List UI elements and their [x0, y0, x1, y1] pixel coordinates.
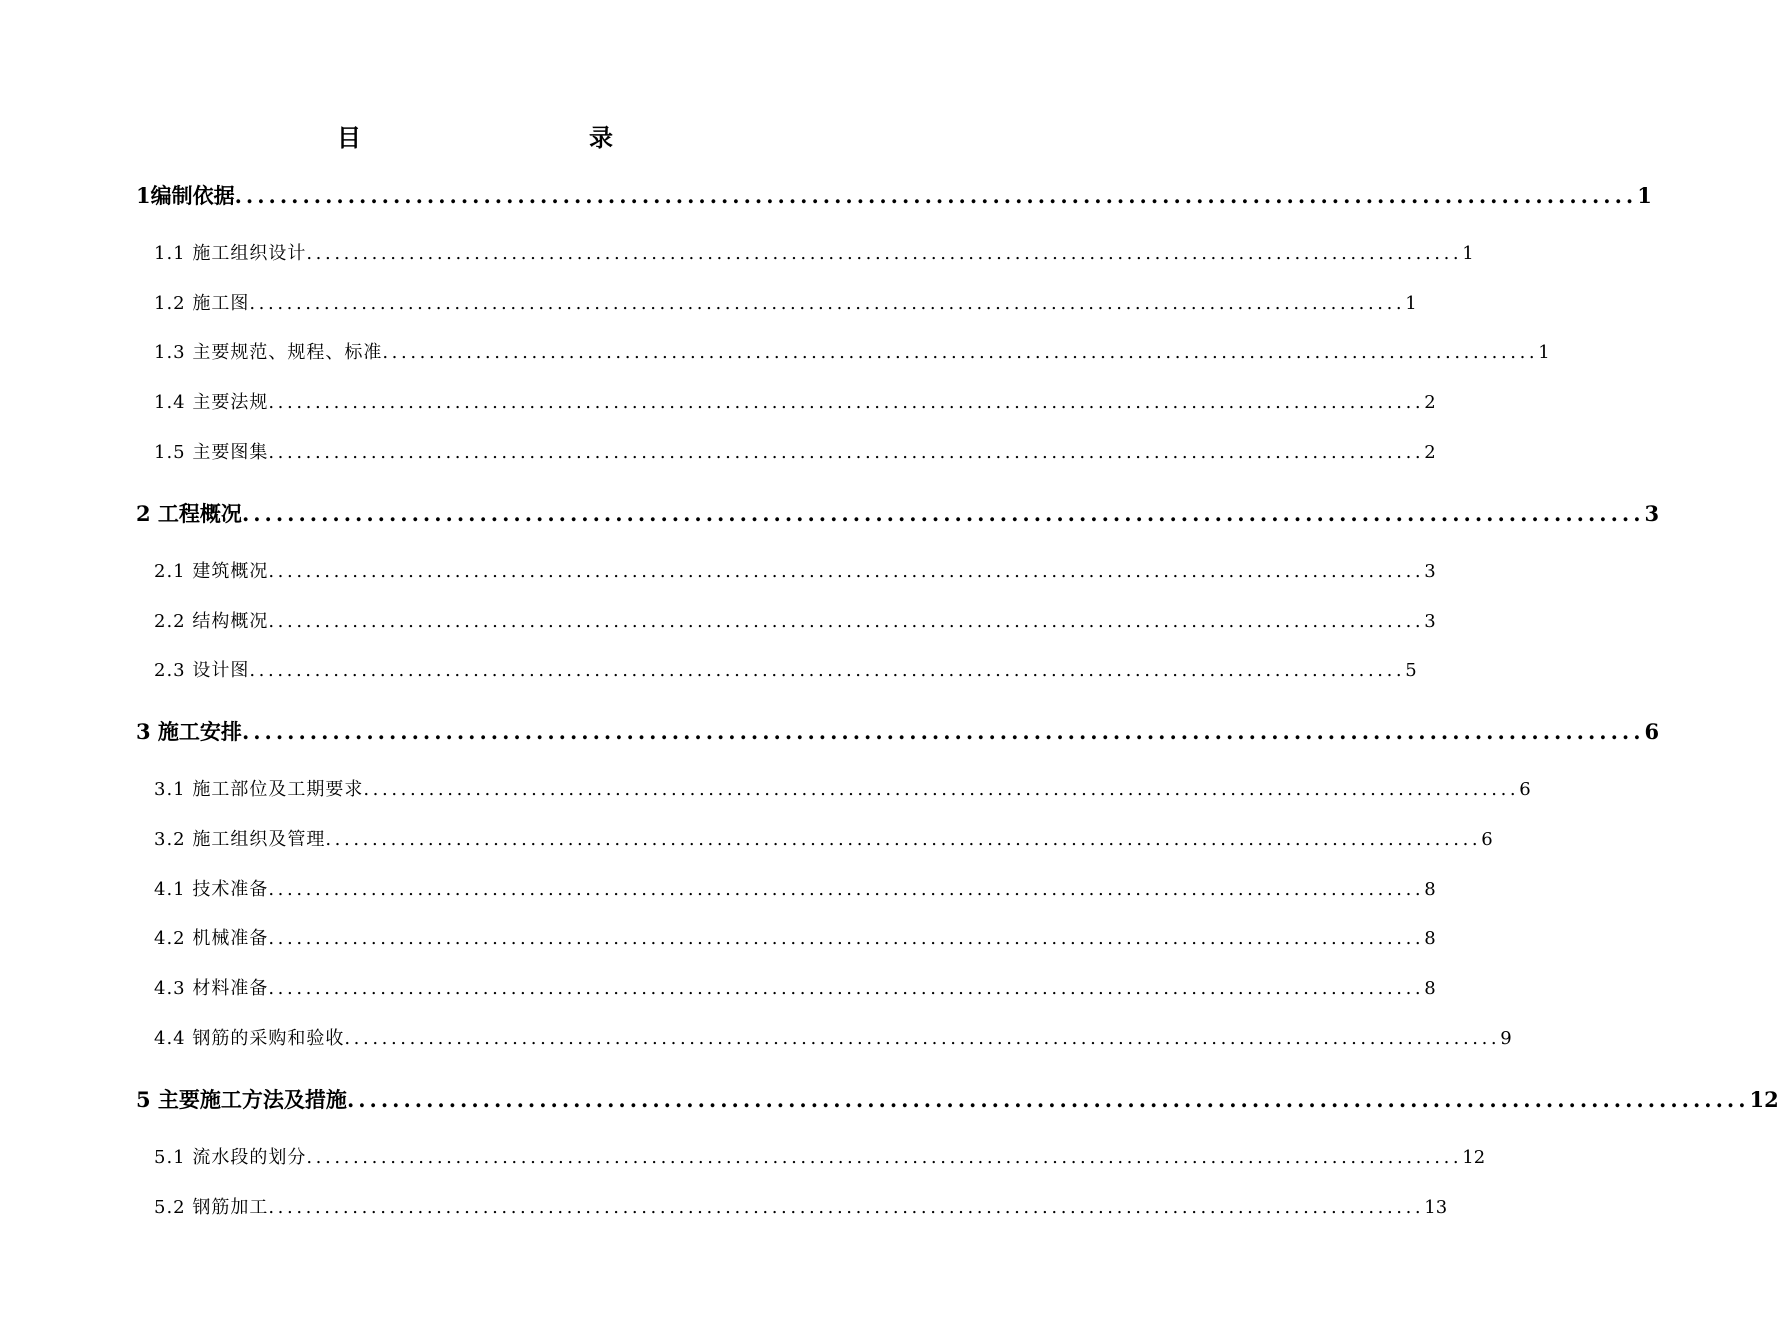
toc-entry-label: 1编制依据 [136, 183, 235, 208]
toc-page-number: 2 [1424, 442, 1436, 463]
toc-entry-label: 4.3 材料准备 [154, 978, 269, 999]
toc-title: 目 录 [337, 123, 673, 152]
toc-page-number: 12 [1462, 1147, 1486, 1168]
toc-page-number: 1 [1637, 183, 1652, 208]
toc-entry-1-4[interactable] [154, 390, 1436, 416]
dot-leader: ............................................................................................................................ [249, 660, 1406, 681]
toc-entry-label: 3.1 施工部位及工期要求 [154, 779, 364, 800]
dot-leader: ............................................................................................................................ [241, 501, 1645, 526]
toc-entry-5[interactable] [136, 1085, 1779, 1115]
toc-entry-label: 4.1 技术准备 [154, 879, 269, 900]
toc-entry-label: 1.2 施工图 [154, 293, 250, 314]
toc-page-number: 8 [1424, 879, 1436, 900]
toc-entry-3-2[interactable] [154, 827, 1493, 853]
toc-entry-2-1[interactable] [154, 559, 1436, 585]
dot-leader: ............................................................................................................................ [363, 779, 1520, 800]
dot-leader: ............................................................................................................................ [268, 879, 1425, 900]
toc-entry-4-3[interactable] [154, 976, 1436, 1002]
dot-leader: ............................................................................................................................ [382, 342, 1539, 363]
toc-entry-label: 5.1 流水段的划分 [154, 1147, 307, 1168]
dot-leader: ............................................................................................................................ [268, 1197, 1425, 1218]
toc-entry-4-2[interactable] [154, 926, 1436, 952]
toc-entry-label: 5 主要施工方法及措施 [136, 1087, 347, 1112]
toc-page-number: 8 [1424, 928, 1436, 949]
toc-entry-label: 2.1 建筑概况 [154, 561, 269, 582]
toc-page-number: 3 [1644, 501, 1660, 526]
toc-entry-4-4[interactable] [154, 1026, 1512, 1052]
toc-page-number: 12 [1749, 1087, 1779, 1112]
dot-leader: ............................................................................................................................ [241, 719, 1645, 744]
toc-entry-label: 3 施工安排 [136, 719, 242, 744]
toc-page-number: 1 [1405, 293, 1417, 314]
dot-leader: ............................................................................................................................ [346, 1087, 1750, 1112]
toc-entry-4-1[interactable] [154, 877, 1436, 903]
toc-entry-label: 1.5 主要图集 [154, 442, 269, 463]
toc-entry-1-1[interactable] [154, 241, 1474, 267]
toc-entry-5-1[interactable] [154, 1145, 1486, 1171]
toc-entry-1-3[interactable] [154, 340, 1550, 366]
toc-page-number: 1 [1538, 342, 1550, 363]
dot-leader: ............................................................................................................................ [268, 442, 1425, 463]
toc-entry-1-2[interactable] [154, 291, 1417, 317]
toc-page-number: 6 [1644, 719, 1660, 744]
dot-leader: ............................................................................................................................ [249, 293, 1406, 314]
toc-page-number: 2 [1424, 392, 1436, 413]
dot-leader: ............................................................................................................................ [268, 561, 1425, 582]
toc-page-number: 9 [1500, 1028, 1512, 1049]
toc-entry-label: 4.4 钢筋的采购和验收 [154, 1028, 345, 1049]
toc-page-number: 5 [1405, 660, 1417, 681]
toc-entry-label: 2.3 设计图 [154, 660, 250, 681]
toc-page-number: 3 [1424, 611, 1436, 632]
toc-entry-2-3[interactable] [154, 658, 1417, 684]
dot-leader: ............................................................................................................................ [268, 392, 1425, 413]
toc-page-number: 6 [1519, 779, 1531, 800]
dot-leader: ............................................................................................................................ [268, 978, 1425, 999]
dot-leader: ............................................................................................................................ [325, 829, 1482, 850]
dot-leader: ............................................................................................................................ [234, 183, 1638, 208]
dot-leader: ............................................................................................................................ [268, 928, 1425, 949]
toc-entry-label: 4.2 机械准备 [154, 928, 269, 949]
dot-leader: ............................................................................................................................ [344, 1028, 1501, 1049]
toc-entry-1[interactable] [136, 181, 1652, 211]
toc-entry-label: 2 工程概况 [136, 501, 242, 526]
toc-entry-label: 1.4 主要法规 [154, 392, 269, 413]
toc-entry-label: 2.2 结构概况 [154, 611, 269, 632]
toc-entry-label: 5.2 钢筋加工 [154, 1197, 269, 1218]
toc-entry-2-2[interactable] [154, 609, 1436, 635]
dot-leader: ............................................................................................................................ [268, 611, 1425, 632]
toc-page-number: 6 [1481, 829, 1493, 850]
toc-page-number: 1 [1462, 243, 1474, 264]
toc-entry-5-2[interactable] [154, 1195, 1448, 1221]
toc-entry-label: 1.3 主要规范、规程、标准 [154, 342, 383, 363]
toc-entry-3[interactable] [136, 717, 1660, 747]
dot-leader: ............................................................................................................................ [306, 243, 1463, 264]
toc-entry-label: 1.1 施工组织设计 [154, 243, 307, 264]
toc-page-number: 8 [1424, 978, 1436, 999]
toc-entry-2[interactable] [136, 499, 1660, 529]
toc-page-number: 13 [1424, 1197, 1448, 1218]
toc-entry-1-5[interactable] [154, 440, 1436, 466]
toc-entry-3-1[interactable] [154, 777, 1531, 803]
toc-entry-label: 3.2 施工组织及管理 [154, 829, 326, 850]
toc-page-number: 3 [1424, 561, 1436, 582]
dot-leader: ............................................................................................................................ [306, 1147, 1463, 1168]
